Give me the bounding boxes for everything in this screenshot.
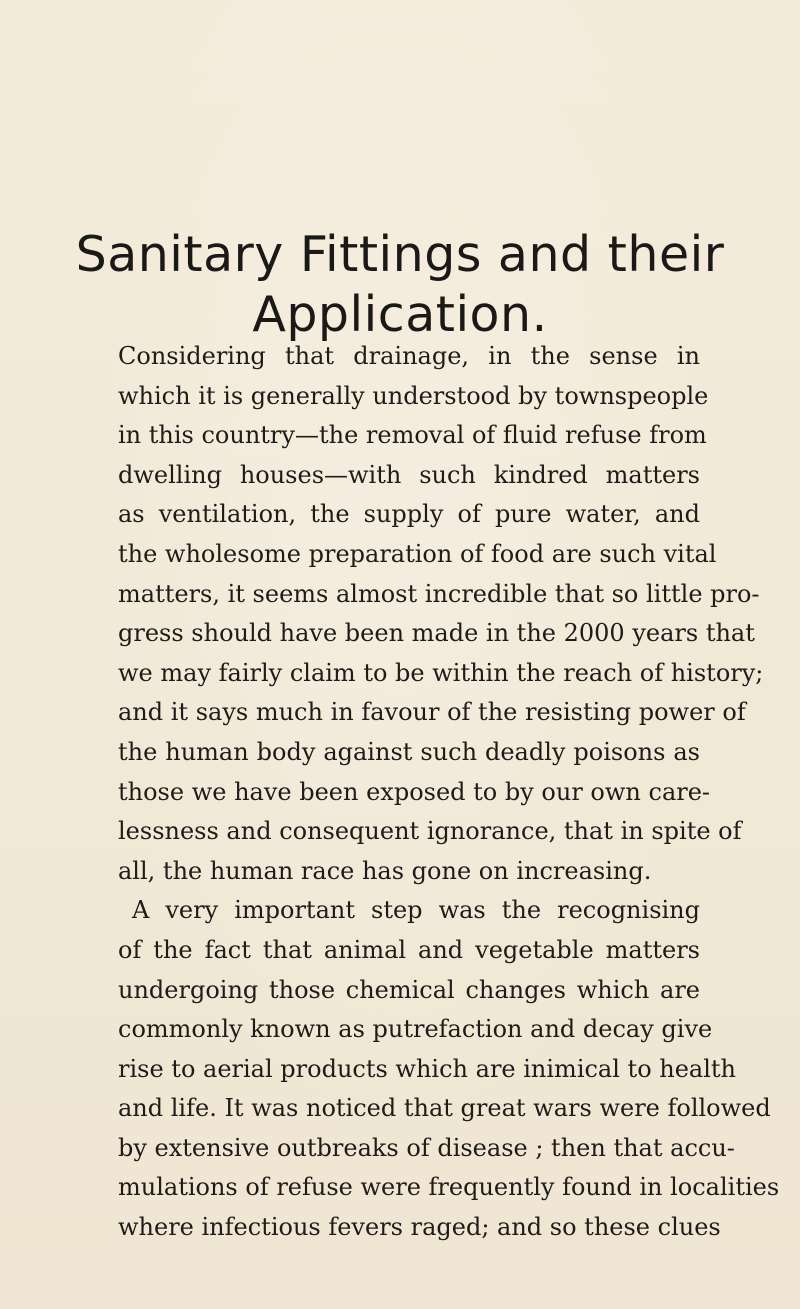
text-line: as ventilation, the supply of pure water, and — [118, 500, 700, 529]
body-text — [118, 337, 780, 1248]
text-line: those we have been exposed to by our own care- — [118, 777, 711, 806]
text-line: the wholesome preparation of food are such vital — [118, 539, 717, 568]
text-line: dwelling houses—with such kindred matters — [118, 460, 700, 489]
text-line: and it says much in favour of the resisting power of — [118, 698, 746, 727]
text-line: mulations of refuse were frequently found in localities — [118, 1173, 780, 1202]
text-line: matters, it seems almost incredible that so little pro- — [118, 579, 760, 608]
text-line: of the fact that animal and vegetable matters — [118, 935, 700, 964]
text-line: in this country—the removal of fluid refuse from — [118, 421, 707, 450]
text-line: gress should have been made in the 2000 years that — [118, 619, 755, 648]
text-line: all, the human race has gone on increasing. — [118, 856, 652, 885]
text-line: lessness and consequent ignorance, that in spite of — [118, 817, 742, 846]
chapter-title-line-1: Sanitary Fittings and their — [75, 226, 725, 283]
text-line: rise to aerial products which are inimical to health — [118, 1054, 737, 1083]
text-line: which it is generally understood by townspeople — [118, 381, 709, 410]
text-line: Considering that drainage, in the sense in — [118, 342, 700, 370]
text-line: commonly known as putrefaction and decay give — [118, 1015, 713, 1044]
text-line: A very important step was the recognising — [132, 896, 700, 925]
text-line: the human body against such deadly poisons as — [118, 737, 700, 766]
text-line: we may fairly claim to be within the reach of history; — [118, 658, 764, 687]
text-line: where infectious fevers raged; and so these clues — [118, 1213, 721, 1242]
text-line: undergoing those chemical changes which are — [118, 975, 700, 1004]
chapter-title-line-2: Application. — [252, 286, 548, 343]
text-line: and life. It was noticed that great wars were followed — [118, 1094, 771, 1123]
text-line: by extensive outbreaks of disease ; then that accu- — [118, 1133, 735, 1162]
